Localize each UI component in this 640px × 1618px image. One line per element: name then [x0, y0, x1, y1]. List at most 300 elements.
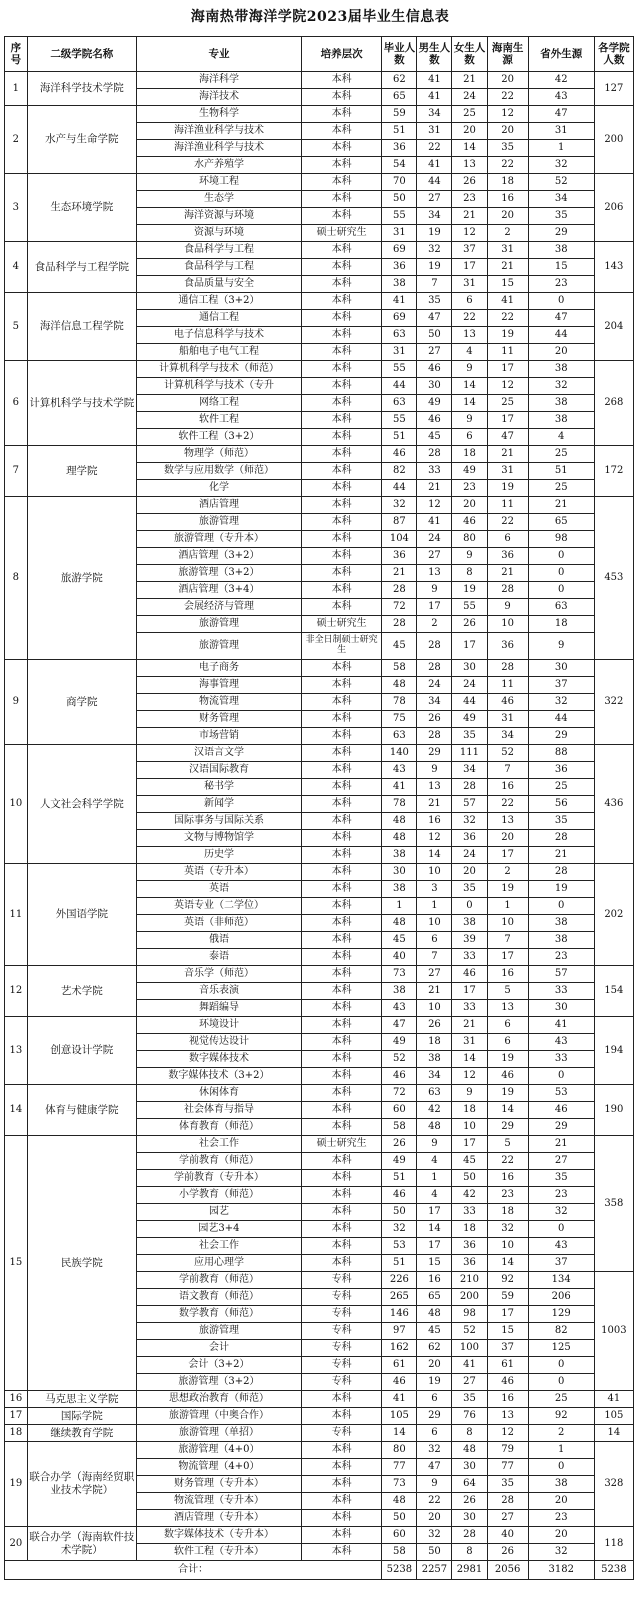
male-cell: 4 — [417, 1153, 452, 1170]
hainan-cell: 6 — [487, 1034, 528, 1051]
hainan-cell: 12 — [487, 1425, 528, 1442]
seq-cell: 15 — [5, 1136, 28, 1391]
outside-cell: 38 — [528, 932, 594, 949]
level-cell: 本科 — [301, 1051, 381, 1068]
level-cell: 本科 — [301, 463, 381, 480]
graduates-cell: 30 — [382, 864, 417, 881]
college-name-cell: 艺术学院 — [27, 966, 136, 1017]
male-cell: 16 — [417, 1272, 452, 1289]
female-cell: 33 — [452, 1000, 487, 1017]
male-cell: 19 — [417, 259, 452, 276]
hainan-cell: 16 — [487, 1170, 528, 1187]
table-row — [5, 1017, 634, 1034]
female-cell: 44 — [452, 694, 487, 711]
female-cell: 26 — [452, 1493, 487, 1510]
hainan-cell: 31 — [487, 711, 528, 728]
college-total-cell: 206 — [594, 174, 633, 242]
female-cell: 17 — [452, 1136, 487, 1153]
hainan-cell: 19 — [487, 480, 528, 497]
level-cell: 本科 — [301, 565, 381, 582]
graduates-cell: 46 — [382, 1187, 417, 1204]
female-cell: 50 — [452, 1170, 487, 1187]
major-cell: 会计（3+2） — [136, 1357, 301, 1374]
header-outside: 省外生源 — [528, 37, 594, 72]
outside-cell: 41 — [528, 1017, 594, 1034]
outside-cell: 65 — [528, 514, 594, 531]
graduates-cell: 50 — [382, 1510, 417, 1527]
outside-cell: 125 — [528, 1340, 594, 1357]
graduates-cell: 52 — [382, 1051, 417, 1068]
graduates-cell: 38 — [382, 847, 417, 864]
level-cell: 本科 — [301, 310, 381, 327]
level-cell: 本科 — [301, 762, 381, 779]
level-cell: 本科 — [301, 1459, 381, 1476]
major-cell: 文物与博物馆学 — [136, 830, 301, 847]
male-cell: 34 — [417, 106, 452, 123]
level-cell: 本科 — [301, 932, 381, 949]
male-cell: 50 — [417, 1544, 452, 1561]
graduates-cell: 53 — [382, 1238, 417, 1255]
hainan-cell: 31 — [487, 463, 528, 480]
hainan-cell: 20 — [487, 123, 528, 140]
college-name-cell: 联合办学（海南经贸职业技术学院） — [27, 1442, 136, 1527]
female-cell: 45 — [452, 1153, 487, 1170]
document-title: 海南热带海洋学院2023届毕业生信息表 — [190, 9, 450, 25]
male-cell: 34 — [417, 694, 452, 711]
level-cell: 本科 — [301, 1221, 381, 1238]
male-cell: 13 — [417, 565, 452, 582]
male-cell: 33 — [417, 463, 452, 480]
male-cell: 1 — [417, 1170, 452, 1187]
hainan-cell: 35 — [487, 140, 528, 157]
male-cell: 14 — [417, 847, 452, 864]
level-cell: 本科 — [301, 1476, 381, 1493]
level-cell: 本科 — [301, 1442, 381, 1459]
graduates-cell: 72 — [382, 1085, 417, 1102]
male-cell: 20 — [417, 1357, 452, 1374]
graduates-cell: 32 — [382, 1221, 417, 1238]
major-cell: 旅游管理 — [136, 514, 301, 531]
college-name-cell: 商学院 — [27, 660, 136, 745]
major-cell: 数学教育（师范） — [136, 1306, 301, 1323]
major-cell: 物流管理 — [136, 694, 301, 711]
graduates-cell: 43 — [382, 1000, 417, 1017]
outside-cell: 20 — [528, 1493, 594, 1510]
graduates-cell: 41 — [382, 293, 417, 310]
table-row — [5, 1408, 634, 1425]
outside-cell: 0 — [528, 582, 594, 599]
table-row — [5, 242, 634, 259]
outside-cell: 46 — [528, 1102, 594, 1119]
graduates-cell: 146 — [382, 1306, 417, 1323]
major-cell: 音乐学（师范） — [136, 966, 301, 983]
female-cell: 39 — [452, 932, 487, 949]
outside-cell: 35 — [528, 1170, 594, 1187]
major-cell: 化学 — [136, 480, 301, 497]
level-cell: 本科 — [301, 276, 381, 293]
major-cell: 小学教育（师范） — [136, 1187, 301, 1204]
graduates-cell: 60 — [382, 1527, 417, 1544]
male-cell: 22 — [417, 1493, 452, 1510]
table-row — [5, 966, 634, 983]
hainan-cell: 27 — [487, 1510, 528, 1527]
graduates-cell: 46 — [382, 1374, 417, 1391]
female-cell: 200 — [452, 1289, 487, 1306]
header-female: 女生人数 — [452, 37, 487, 72]
graduates-cell: 36 — [382, 548, 417, 565]
outside-cell: 29 — [528, 1119, 594, 1136]
female-cell: 37 — [452, 242, 487, 259]
female-cell: 30 — [452, 1459, 487, 1476]
outside-cell: 129 — [528, 1306, 594, 1323]
hainan-cell: 22 — [487, 796, 528, 813]
level-cell: 本科 — [301, 344, 381, 361]
seq-cell: 13 — [5, 1017, 28, 1085]
female-cell: 14 — [452, 378, 487, 395]
hainan-cell: 29 — [487, 1119, 528, 1136]
level-cell: 本科 — [301, 1187, 381, 1204]
major-cell: 财务管理 — [136, 711, 301, 728]
graduates-cell: 28 — [382, 616, 417, 633]
college-total-cell: 14 — [594, 1425, 633, 1442]
male-cell: 35 — [417, 293, 452, 310]
seq-cell: 18 — [5, 1425, 28, 1442]
graduates-cell: 50 — [382, 1204, 417, 1221]
hainan-cell: 17 — [487, 412, 528, 429]
graduates-cell: 50 — [382, 191, 417, 208]
major-cell: 数字媒体技术 — [136, 1051, 301, 1068]
female-cell: 20 — [452, 497, 487, 514]
major-cell: 英语 — [136, 881, 301, 898]
female-cell: 30 — [452, 1510, 487, 1527]
female-cell: 41 — [452, 1357, 487, 1374]
level-cell: 本科 — [301, 1034, 381, 1051]
male-cell: 48 — [417, 1119, 452, 1136]
graduates-cell: 82 — [382, 463, 417, 480]
male-cell: 2 — [417, 616, 452, 633]
female-cell: 52 — [452, 1323, 487, 1340]
graduates-cell: 47 — [382, 1017, 417, 1034]
female-cell: 24 — [452, 677, 487, 694]
level-cell: 本科 — [301, 1153, 381, 1170]
hainan-cell: 16 — [487, 779, 528, 796]
hainan-cell: 34 — [487, 728, 528, 745]
hainan-cell: 15 — [487, 276, 528, 293]
outside-cell: 53 — [528, 1085, 594, 1102]
graduates-cell: 55 — [382, 412, 417, 429]
male-cell: 21 — [417, 480, 452, 497]
college-name-cell: 生态环境学院 — [27, 174, 136, 242]
hainan-cell: 26 — [487, 1544, 528, 1561]
male-cell: 17 — [417, 1238, 452, 1255]
level-cell: 本科 — [301, 1510, 381, 1527]
outside-cell: 38 — [528, 915, 594, 932]
major-cell: 社会工作 — [136, 1136, 301, 1153]
hainan-cell: 9 — [487, 599, 528, 616]
hainan-cell: 21 — [487, 565, 528, 582]
male-cell: 41 — [417, 89, 452, 106]
level-cell: 本科 — [301, 1170, 381, 1187]
level-cell: 本科 — [301, 123, 381, 140]
male-cell: 17 — [417, 599, 452, 616]
level-cell: 专科 — [301, 1289, 381, 1306]
hainan-cell: 2 — [487, 225, 528, 242]
outside-cell: 42 — [528, 72, 594, 89]
major-cell: 软件工程（专升本） — [136, 1544, 301, 1561]
graduates-cell: 51 — [382, 1170, 417, 1187]
outside-cell: 32 — [528, 378, 594, 395]
level-cell: 本科 — [301, 242, 381, 259]
major-cell: 社会体育与指导 — [136, 1102, 301, 1119]
graduates-cell: 28 — [382, 582, 417, 599]
college-total-cell: 436 — [594, 745, 633, 864]
level-cell: 本科 — [301, 72, 381, 89]
hainan-cell: 11 — [487, 677, 528, 694]
college-name-cell: 外国语学院 — [27, 864, 136, 966]
graduates-cell: 104 — [382, 531, 417, 548]
outside-cell: 47 — [528, 106, 594, 123]
hainan-cell: 7 — [487, 932, 528, 949]
level-cell: 本科 — [301, 898, 381, 915]
hainan-cell: 28 — [487, 1493, 528, 1510]
hainan-cell: 23 — [487, 1187, 528, 1204]
hainan-cell: 46 — [487, 694, 528, 711]
graduates-cell: 26 — [382, 1136, 417, 1153]
female-cell: 13 — [452, 327, 487, 344]
outside-cell: 9 — [528, 633, 594, 660]
college-name-cell: 联合办学（海南软件技术学院） — [27, 1527, 136, 1561]
major-cell: 体育教育（师范） — [136, 1119, 301, 1136]
major-cell: 旅游管理 — [136, 633, 301, 660]
female-cell: 21 — [452, 72, 487, 89]
major-cell: 计算机科学与技术（师范） — [136, 361, 301, 378]
major-cell: 园艺 — [136, 1204, 301, 1221]
level-cell: 本科 — [301, 949, 381, 966]
female-cell: 18 — [452, 446, 487, 463]
male-cell: 38 — [417, 1051, 452, 1068]
hainan-cell: 36 — [487, 633, 528, 660]
hainan-cell: 15 — [487, 1323, 528, 1340]
major-cell: 水产养殖学 — [136, 157, 301, 174]
graduates-cell: 31 — [382, 344, 417, 361]
male-cell: 9 — [417, 582, 452, 599]
level-cell: 本科 — [301, 191, 381, 208]
graduates-cell: 49 — [382, 1034, 417, 1051]
college-name-cell: 理学院 — [27, 446, 136, 497]
outside-cell: 0 — [528, 293, 594, 310]
total-college-total: 5238 — [594, 1561, 633, 1580]
level-cell: 本科 — [301, 293, 381, 310]
level-cell: 本科 — [301, 677, 381, 694]
outside-cell: 23 — [528, 1510, 594, 1527]
table-header-row — [5, 37, 634, 72]
female-cell: 80 — [452, 531, 487, 548]
graduates-cell: 59 — [382, 106, 417, 123]
female-cell: 36 — [452, 830, 487, 847]
female-cell: 9 — [452, 361, 487, 378]
outside-cell: 30 — [528, 660, 594, 677]
major-cell: 网络工程 — [136, 395, 301, 412]
outside-cell: 34 — [528, 191, 594, 208]
female-cell: 8 — [452, 565, 487, 582]
college-total-cell: 200 — [594, 106, 633, 174]
level-cell: 专科 — [301, 1357, 381, 1374]
level-cell: 本科 — [301, 1017, 381, 1034]
female-cell: 22 — [452, 310, 487, 327]
hainan-cell: 10 — [487, 915, 528, 932]
hainan-cell: 5 — [487, 983, 528, 1000]
outside-cell: 47 — [528, 310, 594, 327]
hainan-cell: 20 — [487, 208, 528, 225]
male-cell: 29 — [417, 745, 452, 762]
graduates-cell: 78 — [382, 796, 417, 813]
outside-cell: 36 — [528, 762, 594, 779]
outside-cell: 21 — [528, 847, 594, 864]
major-cell: 国际事务与国际关系 — [136, 813, 301, 830]
major-cell: 旅游管理 — [136, 1323, 301, 1340]
female-cell: 14 — [452, 140, 487, 157]
male-cell: 3 — [417, 881, 452, 898]
hainan-cell: 18 — [487, 174, 528, 191]
major-cell: 资源与环境 — [136, 225, 301, 242]
outside-cell: 0 — [528, 1374, 594, 1391]
graduates-cell: 63 — [382, 728, 417, 745]
level-cell: 本科 — [301, 582, 381, 599]
major-cell: 视觉传达设计 — [136, 1034, 301, 1051]
hainan-cell: 12 — [487, 378, 528, 395]
header-level: 培养层次 — [301, 37, 381, 72]
graduates-cell: 69 — [382, 310, 417, 327]
female-cell: 38 — [452, 915, 487, 932]
major-cell: 软件工程（3+2） — [136, 429, 301, 446]
female-cell: 32 — [452, 813, 487, 830]
seq-cell: 19 — [5, 1442, 28, 1527]
outside-cell: 28 — [528, 830, 594, 847]
major-cell: 食品科学与工程 — [136, 242, 301, 259]
male-cell: 32 — [417, 1442, 452, 1459]
seq-cell: 20 — [5, 1527, 28, 1561]
male-cell: 9 — [417, 762, 452, 779]
outside-cell: 0 — [528, 898, 594, 915]
female-cell: 49 — [452, 711, 487, 728]
graduates-cell: 48 — [382, 915, 417, 932]
outside-cell: 32 — [528, 694, 594, 711]
hainan-cell: 52 — [487, 745, 528, 762]
college-name-cell: 食品科学与工程学院 — [27, 242, 136, 293]
seq-cell: 9 — [5, 660, 28, 745]
major-cell: 英语（非师范） — [136, 915, 301, 932]
level-cell: 硕士研究生 — [301, 1136, 381, 1153]
outside-cell: 44 — [528, 327, 594, 344]
male-cell: 21 — [417, 983, 452, 1000]
graduates-cell: 44 — [382, 480, 417, 497]
female-cell: 98 — [452, 1306, 487, 1323]
college-total-cell: 194 — [594, 1017, 633, 1085]
level-cell: 专科 — [301, 1425, 381, 1442]
outside-cell: 92 — [528, 1408, 594, 1425]
male-cell: 28 — [417, 728, 452, 745]
female-cell: 35 — [452, 1391, 487, 1408]
female-cell: 17 — [452, 259, 487, 276]
college-total-cell: 322 — [594, 660, 633, 745]
hainan-cell: 61 — [487, 1357, 528, 1374]
male-cell: 24 — [417, 677, 452, 694]
outside-cell: 0 — [528, 1357, 594, 1374]
level-cell: 硕士研究生 — [301, 225, 381, 242]
level-cell: 本科 — [301, 174, 381, 191]
college-name-cell: 旅游学院 — [27, 497, 136, 660]
major-cell: 酒店管理（3+2） — [136, 548, 301, 565]
graduates-cell: 162 — [382, 1340, 417, 1357]
hainan-cell: 17 — [487, 949, 528, 966]
outside-cell: 31 — [528, 123, 594, 140]
outside-cell: 32 — [528, 1544, 594, 1561]
college-total-cell: 358 — [594, 1136, 633, 1272]
male-cell: 27 — [417, 548, 452, 565]
graduates-cell: 41 — [382, 1391, 417, 1408]
male-cell: 62 — [417, 1340, 452, 1357]
college-total-cell: 154 — [594, 966, 633, 1017]
header-college-total: 各学院人数 — [594, 37, 633, 72]
level-cell: 本科 — [301, 847, 381, 864]
outside-cell: 28 — [528, 864, 594, 881]
major-cell: 海洋科学 — [136, 72, 301, 89]
major-cell: 新闻学 — [136, 796, 301, 813]
total-female: 2981 — [452, 1561, 487, 1580]
hainan-cell: 79 — [487, 1442, 528, 1459]
graduates-cell: 36 — [382, 259, 417, 276]
male-cell: 9 — [417, 1476, 452, 1493]
major-cell: 酒店管理（专升本） — [136, 1510, 301, 1527]
major-cell: 物理学（师范） — [136, 446, 301, 463]
level-cell: 本科 — [301, 106, 381, 123]
female-cell: 17 — [452, 633, 487, 660]
hainan-cell: 13 — [487, 813, 528, 830]
level-cell: 本科 — [301, 1238, 381, 1255]
graduates-cell: 58 — [382, 1119, 417, 1136]
male-cell: 27 — [417, 344, 452, 361]
outside-cell: 38 — [528, 412, 594, 429]
major-cell: 软件工程 — [136, 412, 301, 429]
outside-cell: 21 — [528, 497, 594, 514]
college-name-cell: 人文社会科学学院 — [27, 745, 136, 864]
college-total-cell: 143 — [594, 242, 633, 293]
major-cell: 旅游管理（单招） — [136, 1425, 301, 1442]
graduates-cell: 38 — [382, 983, 417, 1000]
level-cell: 专科 — [301, 1374, 381, 1391]
level-cell: 本科 — [301, 208, 381, 225]
hainan-cell: 59 — [487, 1289, 528, 1306]
male-cell: 6 — [417, 1425, 452, 1442]
level-cell: 本科 — [301, 1000, 381, 1017]
outside-cell: 25 — [528, 446, 594, 463]
graduates-cell: 45 — [382, 932, 417, 949]
female-cell: 19 — [452, 582, 487, 599]
female-cell: 100 — [452, 1340, 487, 1357]
major-cell: 秘书学 — [136, 779, 301, 796]
female-cell: 23 — [452, 191, 487, 208]
female-cell: 9 — [452, 548, 487, 565]
female-cell: 34 — [452, 762, 487, 779]
female-cell: 31 — [452, 1034, 487, 1051]
major-cell: 海洋渔业科学与技术 — [136, 140, 301, 157]
graduates-cell: 48 — [382, 1493, 417, 1510]
level-cell: 专科 — [301, 1340, 381, 1357]
hainan-cell: 28 — [487, 582, 528, 599]
level-cell: 本科 — [301, 1119, 381, 1136]
major-cell: 休闲体育 — [136, 1085, 301, 1102]
major-cell: 食品科学与工程 — [136, 259, 301, 276]
